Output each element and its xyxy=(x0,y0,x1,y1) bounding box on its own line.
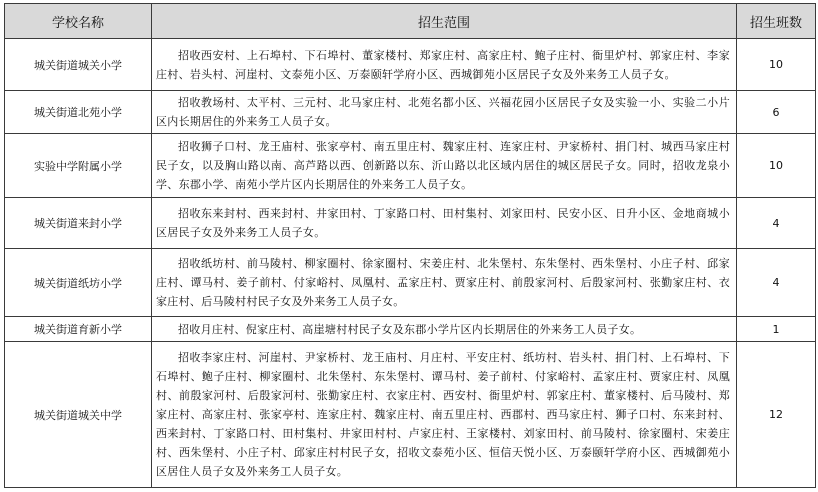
header-row xyxy=(5,4,816,39)
enrollment-scope: 招收狮子口村、龙王庙村、张家亭村、南五里庄村、魏家庄村、连家庄村、尹家桥村、捐门村、城西马家庄村民子女，以及胸山路以南、高芦路以西、创新路以东、沂山路以北区域内居住的城区居民子女。同时，招收龙泉小学、东郡小学、南苑小学片区内长期居住的外来务工人员子女。 xyxy=(152,134,737,198)
enrollment-scope: 招收西安村、上石埠村、下石埠村、董家楼村、郑家庄村、高家庄村、鲍子庄村、衙里炉村、郭家庄村、李家庄村、岩头村、河崖村、文泰苑小区、万泰颐轩学府小区、西城御苑小区居民子女及外来务工人员子女。 xyxy=(152,39,737,91)
table-row xyxy=(5,317,816,342)
school-name: 城关街道城关小学 xyxy=(5,39,152,91)
table-row xyxy=(5,342,816,488)
table-row xyxy=(5,198,816,249)
school-name: 城关街道北苑小学 xyxy=(5,91,152,134)
header-classes: 招生班数 xyxy=(737,4,816,39)
school-name: 城关街道纸坊小学 xyxy=(5,249,152,317)
enrollment-scope: 招收教场村、太平村、三元村、北马家庄村、北苑名都小区、兴福花园小区居民子女及实验一小、实验二小片区内长期居住的外来务工人员子女。 xyxy=(152,91,737,134)
table-row xyxy=(5,249,816,317)
table-row xyxy=(5,91,816,134)
class-count: 6 xyxy=(737,91,816,134)
enrollment-scope: 招收纸坊村、前马陵村、柳家圈村、徐家圈村、宋姜庄村、北朱堡村、东朱堡村、西朱堡村、小庄子村、邱家庄村、谭马村、姜子前村、付家峪村、凤凰村、孟家庄村、贾家庄村、前殷家河村、后殷家河村、张勤家庄村、衣家庄村、后马陵村村民子女及外来务工人员子女。 xyxy=(152,249,737,317)
class-count: 10 xyxy=(737,39,816,91)
enrollment-scope: 招收东来封村、西来封村、井家田村、丁家路口村、田村集村、刘家田村、民安小区、日升小区、金地商城小区居民子女及外来务工人员子女。 xyxy=(152,198,737,249)
enrollment-scope: 招收李家庄村、河崖村、尹家桥村、龙王庙村、月庄村、平安庄村、纸坊村、岩头村、捐门村、上石埠村、下石埠村、鲍子庄村、柳家圈村、北朱堡村、东朱堡村、谭马村、姜子前村、付家峪村、孟家庄村、贾家庄村、凤凰村、前殷家河村、后殷家河村、张勤家庄村、衣家庄村、西安村、衙里炉村、郭家庄村、董家楼村、后马陵村、郑家庄村、高家庄村、张家亭村、连家庄村、魏家庄村、南五里庄村、西郡村、西马家庄村、狮子口村、东来封村、西来封村、丁家路口村、田村集村、井家田村村、卢家庄村、王家楼村、刘家田村、前马陵村、徐家圈村、宋姜庄村、西朱堡村、小庄子村、邱家庄村村民子女，招收文泰苑小区、恒信天悦小区、万泰颐轩学府小区、西城御苑小区居住人员子女及外来务工人员子女。 xyxy=(152,342,737,488)
class-count: 10 xyxy=(737,134,816,198)
class-count: 4 xyxy=(737,249,816,317)
header-school: 学校名称 xyxy=(5,4,152,39)
school-name: 城关街道来封小学 xyxy=(5,198,152,249)
class-count: 4 xyxy=(737,198,816,249)
class-count: 1 xyxy=(737,317,816,342)
school-name: 实验中学附属小学 xyxy=(5,134,152,198)
enrollment-scope: 招收月庄村、倪家庄村、高崖塘村村民子女及东郡小学片区内长期居住的外来务工人员子女。 xyxy=(152,317,737,342)
school-name: 城关街道育新小学 xyxy=(5,317,152,342)
table-row xyxy=(5,134,816,198)
class-count: 12 xyxy=(737,342,816,488)
enrollment-table xyxy=(4,3,816,488)
table-row xyxy=(5,39,816,91)
school-name: 城关街道城关中学 xyxy=(5,342,152,488)
header-scope: 招生范围 xyxy=(152,4,737,39)
